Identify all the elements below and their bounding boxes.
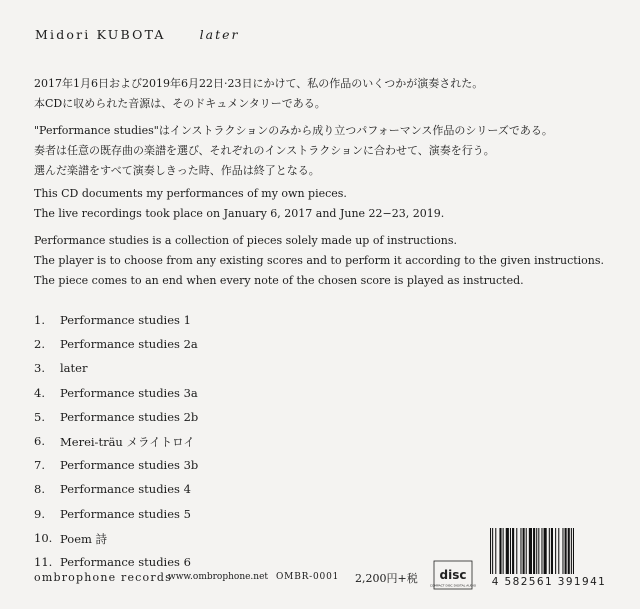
text-line: The piece comes to an end when every note of the chosen score is played as instructed.: [34, 274, 524, 287]
header: [35, 27, 240, 42]
label-url: www.ombrophone.net: [168, 572, 269, 582]
track-number: 10.: [34, 530, 53, 545]
text-line: 本CDに収められた音源は、そのドキュメンタリーである。: [34, 97, 326, 110]
track-number: 8.: [34, 482, 45, 497]
text-line: 奏者は任意の既存曲の楽譜を選び、それぞれのインストラクションに合わせて、演奏を行う。: [34, 144, 495, 157]
cd-logo-text: COMPACT DISC DIGITAL AUDIO: [429, 583, 477, 588]
track-title: later: [60, 361, 88, 376]
track-item: [34, 482, 198, 506]
track-title: Performance studies 3b: [60, 458, 199, 473]
track-number: 5.: [34, 409, 45, 424]
svg-text:disc: disc: [439, 568, 467, 582]
compact-disc-logo-icon: [429, 560, 477, 590]
track-item: [34, 313, 198, 337]
track-number: 1.: [34, 313, 45, 327]
track-number: 4.: [34, 385, 45, 400]
track-title: Performance studies 5: [60, 506, 191, 521]
track-item: [34, 507, 198, 531]
text-line: "Performance studies"はインストラクションのみから成り立つパフォーマンス作品のシリーズである。: [34, 124, 553, 137]
track-title: Merei-träu メライトロイ: [60, 434, 195, 449]
text-line: The live recordings took place on January 6, 2017 and June 22−23, 2019.: [34, 207, 445, 220]
barcode-digits: 4 582561 391941: [488, 574, 610, 590]
track-title: Performance studies 1: [60, 313, 191, 327]
notes-en-paragraph-1: [34, 184, 444, 224]
catalog-number: OMBR-0001: [276, 572, 340, 582]
text-line: 2017年1月6日および2019年6月22日·23日にかけて、私の作品のいくつかが演奏された。: [34, 77, 484, 90]
track-title: Performance studies 6: [60, 554, 191, 569]
record-label: ombrophone records: [34, 571, 172, 584]
track-item: [34, 531, 198, 555]
price: 2,200円+税: [355, 572, 418, 585]
track-item: [34, 361, 198, 385]
track-title: Performance studies 3a: [60, 385, 198, 400]
notes-ja-paragraph-1: [34, 74, 483, 114]
track-number: 6.: [34, 433, 45, 448]
notes-ja-paragraph-2: [34, 121, 553, 181]
track-item: [34, 434, 198, 458]
track-item: [34, 337, 198, 361]
track-number: 2.: [34, 337, 45, 352]
track-item: [34, 386, 198, 410]
track-title: Poem 詩: [60, 531, 108, 546]
track-title: Performance studies 2b: [60, 409, 199, 424]
track-item: [34, 410, 198, 434]
text-line: Performance studies is a collection of pieces solely made up of instructions.: [34, 234, 457, 247]
track-title: Performance studies 4: [60, 482, 191, 497]
artist-name: Midori KUBOTA: [35, 27, 166, 42]
track-title: Performance studies 2a: [60, 337, 198, 352]
text-line: 選んだ楽譜をすべて演奏しきった時、作品は終了となる。: [34, 164, 320, 177]
notes-en-paragraph-2: [34, 231, 604, 291]
track-number: 9.: [34, 506, 45, 521]
track-number: 7.: [34, 458, 45, 473]
track-number: 11.: [34, 554, 53, 569]
track-number: 3.: [34, 361, 45, 376]
text-line: This CD documents my performances of my own pieces.: [34, 187, 347, 200]
track-item: [34, 458, 198, 482]
text-line: The player is to choose from any existing scores and to perform it according to the given instructions.: [34, 254, 605, 267]
album-title: later: [199, 27, 240, 42]
track-list: [34, 313, 198, 579]
